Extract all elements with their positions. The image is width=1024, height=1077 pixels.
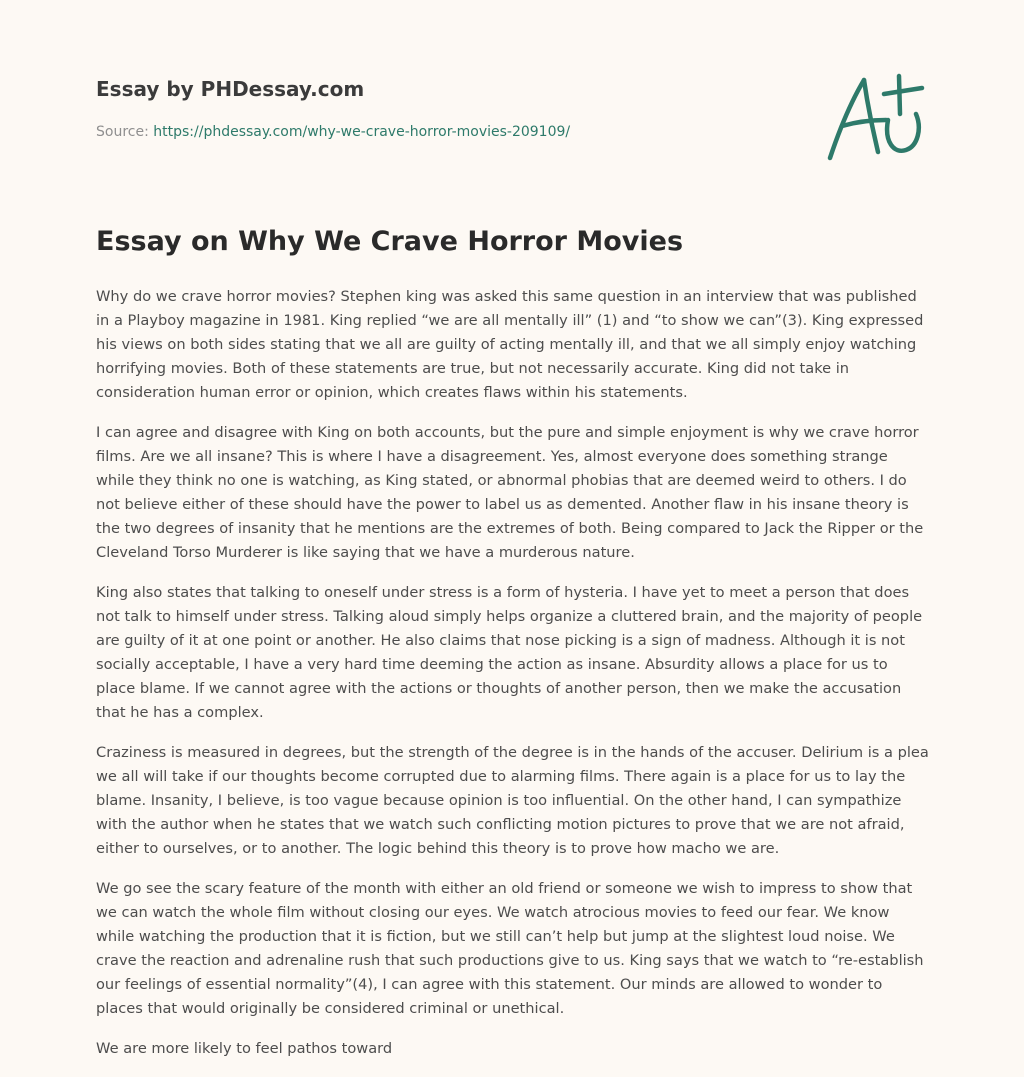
brand-title: Essay by PHDessay.com bbox=[96, 77, 365, 101]
source-label: Source: bbox=[96, 124, 149, 140]
essay-paragraph: Craziness is measured in degrees, but the strength of the degree is in the hands of the accuser. Delirium is a plea we all will take if our thoughts become corrupted due to alarming films. There again is a place for us to lay the blame. Insanity, I believe, is too vague because opinion is too influential. On the other hand, I can sympathize with the author when he states that we watch such conflicting motion pictures to prove that we are not afraid, either to ourselves, or to another. The logic behind this theory is to prove how macho we are. bbox=[96, 744, 929, 857]
essay-paragraph: I can agree and disagree with King on both accounts, but the pure and simple enjoyment is why we crave horror films. Are we all insane? This is where I have a disagreement. Yes, almost everyone does something strange while they think no one is watching, as King stated, or abnormal phobias that are deemed weird to others. I do not believe either of these should have the power to label us as demented. Another flaw in his insane theory is the two degrees of insanity that he mentions are the extremes of both. Being compared to Jack the Ripper or the Cleveland Torso Murderer is like saying that we have a murderous nature. bbox=[96, 424, 924, 561]
source-line bbox=[96, 124, 570, 140]
essay-paragraph: We are more likely to feel pathos toward bbox=[96, 1040, 393, 1057]
essay-body bbox=[96, 285, 929, 1077]
a-plus-logo-icon bbox=[826, 68, 926, 164]
source-link[interactable]: https://phdessay.com/why-we-crave-horror-movies-209109/ bbox=[153, 124, 571, 140]
essay-paragraph: Why do we crave horror movies? Stephen king was asked this same question in an interview that was published in a Playboy magazine in 1981. King replied “we are all mentally ill” (1) and “to show we can”(3). King expressed his views on both sides stating that we all are guilty of acting mentally ill, and that we all simply enjoy watching horrifying movies. Both of these statements are true, but not necessarily accurate. King did not take in consideration human error or opinion, which creates flaws within his statements. bbox=[96, 288, 924, 401]
page-header bbox=[96, 0, 928, 180]
essay-paragraph: King also states that talking to oneself under stress is a form of hysteria. I have yet to meet a person that does not talk to himself under stress. Talking aloud simply helps organize a cluttered brain, and the majority of people are guilty of it at one point or another. He also claims that nose picking is a sign of madness. Although it is not socially acceptable, I have a very hard time deeming the action as insane. Absurdity allows a place for us to place blame. If we cannot agree with the actions or thoughts of another person, then we make the accusation that he has a complex. bbox=[96, 584, 923, 721]
essay-title: Essay on Why We Crave Horror Movies bbox=[96, 226, 684, 257]
essay-paragraph: We go see the scary feature of the month with either an old friend or someone we wish to impress to show that we can watch the whole film without closing our eyes. We watch atrocious movies to feed our fear. We know while watching the production that it is fiction, but we still can’t help but jump at the slightest loud noise. We crave the reaction and adrenaline rush that such productions give to us. King says that we watch to “re-establish our feelings of essential normality”(4), I can agree with this statement. Our minds are allowed to wonder to places that would originally be considered criminal or unethical. bbox=[96, 880, 924, 1017]
